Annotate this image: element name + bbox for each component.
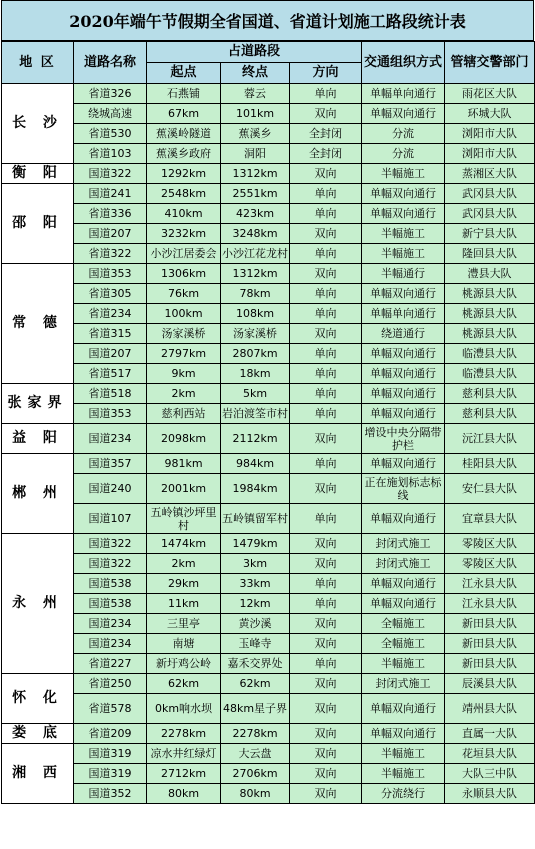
end-cell: 2112km: [221, 424, 290, 454]
direction-cell: 双向: [290, 474, 362, 504]
table-row: [2, 404, 535, 424]
start-cell: 100km: [147, 304, 221, 324]
start-cell: 汤家溪桥: [147, 324, 221, 344]
traffic-organization-cell: 单幅双向通行: [362, 364, 445, 384]
road-name-cell: 省道103: [74, 144, 147, 164]
start-cell: 1306km: [147, 264, 221, 284]
end-cell: 1479km: [221, 534, 290, 554]
table-row: [2, 534, 535, 554]
header-end: 终点: [221, 63, 290, 84]
traffic-organization-cell: 单幅单向通行: [362, 304, 445, 324]
end-cell: 1984km: [221, 474, 290, 504]
police-unit-cell: 慈利县大队: [445, 404, 535, 424]
table-body: [2, 84, 535, 804]
direction-cell: 单向: [290, 654, 362, 674]
road-name-cell: 省道326: [74, 84, 147, 104]
traffic-organization-cell: 正在施划标志标线: [362, 474, 445, 504]
table-row: [2, 424, 535, 454]
police-unit-cell: 临澧县大队: [445, 364, 535, 384]
road-name-cell: 国道352: [74, 784, 147, 804]
police-unit-cell: 新宁县大队: [445, 224, 535, 244]
start-cell: 凉水井红绿灯: [147, 744, 221, 764]
end-cell: 2807km: [221, 344, 290, 364]
direction-cell: 双向: [290, 424, 362, 454]
direction-cell: 双向: [290, 554, 362, 574]
traffic-organization-cell: 半幅施工: [362, 164, 445, 184]
table-row: [2, 364, 535, 384]
traffic-organization-cell: 全幅施工: [362, 614, 445, 634]
direction-cell: 双向: [290, 264, 362, 284]
start-cell: 29km: [147, 574, 221, 594]
table-row: [2, 284, 535, 304]
region-cell: 娄 底: [2, 724, 74, 744]
table-row: [2, 594, 535, 614]
end-cell: 洞阳: [221, 144, 290, 164]
police-unit-cell: 浏阳市大队: [445, 144, 535, 164]
road-name-cell: 国道538: [74, 574, 147, 594]
road-name-cell: 国道234: [74, 634, 147, 654]
traffic-organization-cell: 单幅双向通行: [362, 184, 445, 204]
road-name-cell: 省道517: [74, 364, 147, 384]
road-name-cell: 省道227: [74, 654, 147, 674]
direction-cell: 双向: [290, 224, 362, 244]
start-cell: 1292km: [147, 164, 221, 184]
traffic-organization-cell: 单幅双向通行: [362, 574, 445, 594]
end-cell: 玉峰寺: [221, 634, 290, 654]
table-row: [2, 344, 535, 364]
police-unit-cell: 临澧县大队: [445, 344, 535, 364]
direction-cell: 双向: [290, 694, 362, 724]
region-cell: 永 州: [2, 534, 74, 674]
header-direction: 方向: [290, 63, 362, 84]
police-unit-cell: 隆回县大队: [445, 244, 535, 264]
road-name-cell: 国道241: [74, 184, 147, 204]
traffic-organization-cell: 单幅双向通行: [362, 694, 445, 724]
region-cell: 怀 化: [2, 674, 74, 724]
traffic-organization-cell: 半幅施工: [362, 244, 445, 264]
direction-cell: 单向: [290, 204, 362, 224]
region-cell: 邵 阳: [2, 184, 74, 264]
start-cell: 小沙江居委会: [147, 244, 221, 264]
start-cell: 3232km: [147, 224, 221, 244]
start-cell: 三里亭: [147, 614, 221, 634]
table-row: [2, 84, 535, 104]
direction-cell: 双向: [290, 744, 362, 764]
road-name-cell: 省道234: [74, 304, 147, 324]
traffic-organization-cell: 半幅施工: [362, 744, 445, 764]
table-row: [2, 304, 535, 324]
traffic-organization-cell: 单幅双向通行: [362, 384, 445, 404]
end-cell: 2551km: [221, 184, 290, 204]
direction-cell: 单向: [290, 284, 362, 304]
start-cell: 蕉溪乡政府: [147, 144, 221, 164]
direction-cell: 全封闭: [290, 124, 362, 144]
start-cell: 南塘: [147, 634, 221, 654]
direction-cell: 单向: [290, 84, 362, 104]
traffic-organization-cell: 单幅双向通行: [362, 204, 445, 224]
road-name-cell: 国道234: [74, 424, 147, 454]
direction-cell: 双向: [290, 614, 362, 634]
start-cell: 蕉溪岭隧道: [147, 124, 221, 144]
direction-cell: 单向: [290, 364, 362, 384]
start-cell: 67km: [147, 104, 221, 124]
statistics-sheet: [1, 0, 534, 849]
start-cell: 62km: [147, 674, 221, 694]
police-unit-cell: 永顺县大队: [445, 784, 535, 804]
police-unit-cell: 桂阳县大队: [445, 454, 535, 474]
road-name-cell: 国道107: [74, 504, 147, 534]
end-cell: 5km: [221, 384, 290, 404]
direction-cell: 单向: [290, 304, 362, 324]
police-unit-cell: 零陵区大队: [445, 554, 535, 574]
direction-cell: 全封闭: [290, 144, 362, 164]
table-row: [2, 454, 535, 474]
road-name-cell: 国道357: [74, 454, 147, 474]
direction-cell: 双向: [290, 634, 362, 654]
end-cell: 蕉溪乡: [221, 124, 290, 144]
start-cell: 1474km: [147, 534, 221, 554]
road-name-cell: 省道305: [74, 284, 147, 304]
police-unit-cell: 环城大队: [445, 104, 535, 124]
road-name-cell: 省道250: [74, 674, 147, 694]
police-unit-cell: 沅江县大队: [445, 424, 535, 454]
police-unit-cell: 靖州县大队: [445, 694, 535, 724]
table-row: [2, 634, 535, 654]
table-row: [2, 144, 535, 164]
start-cell: 2098km: [147, 424, 221, 454]
police-unit-cell: 桃源县大队: [445, 284, 535, 304]
police-unit-cell: 新田县大队: [445, 654, 535, 674]
road-name-cell: 国道240: [74, 474, 147, 504]
road-name-cell: 省道578: [74, 694, 147, 724]
direction-cell: 双向: [290, 164, 362, 184]
start-cell: 2712km: [147, 764, 221, 784]
traffic-organization-cell: 分流绕行: [362, 784, 445, 804]
police-unit-cell: 浏阳市大队: [445, 124, 535, 144]
police-unit-cell: 雨花区大队: [445, 84, 535, 104]
road-name-cell: 国道353: [74, 264, 147, 284]
road-name-cell: 省道209: [74, 724, 147, 744]
end-cell: 984km: [221, 454, 290, 474]
end-cell: 80km: [221, 784, 290, 804]
table-row: [2, 324, 535, 344]
direction-cell: 单向: [290, 184, 362, 204]
table-row: [2, 384, 535, 404]
end-cell: 黄沙溪: [221, 614, 290, 634]
start-cell: 76km: [147, 284, 221, 304]
header-region: 地 区: [2, 42, 74, 84]
start-cell: 2km: [147, 384, 221, 404]
end-cell: 48km星子界: [221, 694, 290, 724]
header-occupied-section: 占道路段: [147, 42, 362, 63]
road-name-cell: 国道322: [74, 554, 147, 574]
traffic-organization-cell: 单幅单向通行: [362, 84, 445, 104]
end-cell: 3km: [221, 554, 290, 574]
traffic-organization-cell: 封闭式施工: [362, 534, 445, 554]
police-unit-cell: 辰溪县大队: [445, 674, 535, 694]
police-unit-cell: 零陵区大队: [445, 534, 535, 554]
police-unit-cell: 武冈县大队: [445, 204, 535, 224]
end-cell: 小沙江花龙村: [221, 244, 290, 264]
police-unit-cell: 新田县大队: [445, 634, 535, 654]
table-row: [2, 784, 535, 804]
police-unit-cell: 新田县大队: [445, 614, 535, 634]
table-row: [2, 104, 535, 124]
table-row: [2, 724, 535, 744]
end-cell: 1312km: [221, 164, 290, 184]
table-row: [2, 574, 535, 594]
police-unit-cell: 桃源县大队: [445, 304, 535, 324]
end-cell: 101km: [221, 104, 290, 124]
table-row: [2, 674, 535, 694]
police-unit-cell: 直属一大队: [445, 724, 535, 744]
table-row: [2, 764, 535, 784]
start-cell: 新圩鸡公岭: [147, 654, 221, 674]
start-cell: 五岭镇沙坪里村: [147, 504, 221, 534]
region-cell: 郴 州: [2, 454, 74, 534]
road-name-cell: 国道538: [74, 594, 147, 614]
table-header: [2, 42, 535, 84]
table-row: [2, 614, 535, 634]
road-name-cell: 省道336: [74, 204, 147, 224]
police-unit-cell: 安仁县大队: [445, 474, 535, 504]
start-cell: 2278km: [147, 724, 221, 744]
region-cell: 湘 西: [2, 744, 74, 804]
traffic-organization-cell: 半幅施工: [362, 764, 445, 784]
header-road-name: 道路名称: [74, 42, 147, 84]
police-unit-cell: 江永县大队: [445, 574, 535, 594]
traffic-organization-cell: 单幅双向通行: [362, 404, 445, 424]
end-cell: 33km: [221, 574, 290, 594]
table-row: [2, 554, 535, 574]
direction-cell: 单向: [290, 244, 362, 264]
traffic-organization-cell: 封闭式施工: [362, 554, 445, 574]
end-cell: 汤家溪桥: [221, 324, 290, 344]
end-cell: 蓉云: [221, 84, 290, 104]
direction-cell: 双向: [290, 764, 362, 784]
road-name-cell: 国道353: [74, 404, 147, 424]
traffic-organization-cell: 分流: [362, 144, 445, 164]
police-unit-cell: 澧县大队: [445, 264, 535, 284]
region-cell: 长 沙: [2, 84, 74, 164]
road-name-cell: 省道322: [74, 244, 147, 264]
start-cell: 慈利西站: [147, 404, 221, 424]
road-name-cell: 国道322: [74, 164, 147, 184]
table-row: [2, 264, 535, 284]
end-cell: 62km: [221, 674, 290, 694]
road-name-cell: 国道234: [74, 614, 147, 634]
end-cell: 3248km: [221, 224, 290, 244]
table-row: [2, 694, 535, 724]
construction-table: [1, 41, 535, 804]
start-cell: 9km: [147, 364, 221, 384]
region-cell: 益 阳: [2, 424, 74, 454]
police-unit-cell: 桃源县大队: [445, 324, 535, 344]
table-row: [2, 244, 535, 264]
road-name-cell: 国道319: [74, 744, 147, 764]
header-traffic-organization: 交通组织方式: [362, 42, 445, 84]
end-cell: 嘉禾交界处: [221, 654, 290, 674]
start-cell: 410km: [147, 204, 221, 224]
end-cell: 大云盘: [221, 744, 290, 764]
sheet-title: 2020年端午节假期全省国道、省道计划施工路段统计表: [1, 0, 534, 41]
end-cell: 108km: [221, 304, 290, 324]
table-row: [2, 504, 535, 534]
end-cell: 岩泊渡筌市村: [221, 404, 290, 424]
table-row: [2, 654, 535, 674]
police-unit-cell: 慈利县大队: [445, 384, 535, 404]
traffic-organization-cell: 增设中央分隔带护栏: [362, 424, 445, 454]
traffic-organization-cell: 单幅双向通行: [362, 344, 445, 364]
direction-cell: 双向: [290, 724, 362, 744]
traffic-organization-cell: 单幅双向通行: [362, 724, 445, 744]
direction-cell: 单向: [290, 594, 362, 614]
start-cell: 0km响水坝: [147, 694, 221, 724]
region-cell: 衡 阳: [2, 164, 74, 184]
direction-cell: 单向: [290, 344, 362, 364]
traffic-organization-cell: 封闭式施工: [362, 674, 445, 694]
header-start: 起点: [147, 63, 221, 84]
start-cell: 石燕铺: [147, 84, 221, 104]
road-name-cell: 国道322: [74, 534, 147, 554]
direction-cell: 单向: [290, 384, 362, 404]
direction-cell: 双向: [290, 324, 362, 344]
end-cell: 12km: [221, 594, 290, 614]
end-cell: 五岭镇留军村: [221, 504, 290, 534]
traffic-organization-cell: 全幅施工: [362, 634, 445, 654]
table-row: [2, 224, 535, 244]
direction-cell: 双向: [290, 104, 362, 124]
direction-cell: 单向: [290, 454, 362, 474]
direction-cell: 单向: [290, 404, 362, 424]
start-cell: 2km: [147, 554, 221, 574]
region-cell: 常 德: [2, 264, 74, 384]
table-row: [2, 184, 535, 204]
traffic-organization-cell: 分流: [362, 124, 445, 144]
traffic-organization-cell: 半幅施工: [362, 654, 445, 674]
direction-cell: 双向: [290, 784, 362, 804]
police-unit-cell: 武冈县大队: [445, 184, 535, 204]
direction-cell: 单向: [290, 574, 362, 594]
road-name-cell: 省道518: [74, 384, 147, 404]
traffic-organization-cell: 单幅双向通行: [362, 454, 445, 474]
table-row: [2, 204, 535, 224]
road-name-cell: 国道207: [74, 224, 147, 244]
end-cell: 2706km: [221, 764, 290, 784]
direction-cell: 双向: [290, 674, 362, 694]
end-cell: 423km: [221, 204, 290, 224]
traffic-organization-cell: 单幅双向通行: [362, 504, 445, 534]
start-cell: 2001km: [147, 474, 221, 504]
police-unit-cell: 花垣县大队: [445, 744, 535, 764]
table-row: [2, 744, 535, 764]
start-cell: 11km: [147, 594, 221, 614]
direction-cell: 双向: [290, 534, 362, 554]
police-unit-cell: 江永县大队: [445, 594, 535, 614]
end-cell: 2278km: [221, 724, 290, 744]
table-row: [2, 474, 535, 504]
traffic-organization-cell: 半幅通行: [362, 264, 445, 284]
start-cell: 80km: [147, 784, 221, 804]
police-unit-cell: 大队三中队: [445, 764, 535, 784]
road-name-cell: 省道315: [74, 324, 147, 344]
end-cell: 1312km: [221, 264, 290, 284]
traffic-organization-cell: 单幅双向通行: [362, 104, 445, 124]
road-name-cell: 国道207: [74, 344, 147, 364]
start-cell: 2797km: [147, 344, 221, 364]
road-name-cell: 绕城高速: [74, 104, 147, 124]
traffic-organization-cell: 单幅双向通行: [362, 594, 445, 614]
road-name-cell: 省道530: [74, 124, 147, 144]
region-cell: 张家界: [2, 384, 74, 424]
end-cell: 18km: [221, 364, 290, 384]
traffic-organization-cell: 单幅双向通行: [362, 284, 445, 304]
police-unit-cell: 蒸湘区大队: [445, 164, 535, 184]
table-row: [2, 124, 535, 144]
start-cell: 2548km: [147, 184, 221, 204]
traffic-organization-cell: 绕道通行: [362, 324, 445, 344]
header-police-unit: 管辖交警部门: [445, 42, 535, 84]
police-unit-cell: 宜章县大队: [445, 504, 535, 534]
table-row: [2, 164, 535, 184]
start-cell: 981km: [147, 454, 221, 474]
traffic-organization-cell: 半幅施工: [362, 224, 445, 244]
road-name-cell: 国道319: [74, 764, 147, 784]
end-cell: 78km: [221, 284, 290, 304]
direction-cell: 单向: [290, 504, 362, 534]
